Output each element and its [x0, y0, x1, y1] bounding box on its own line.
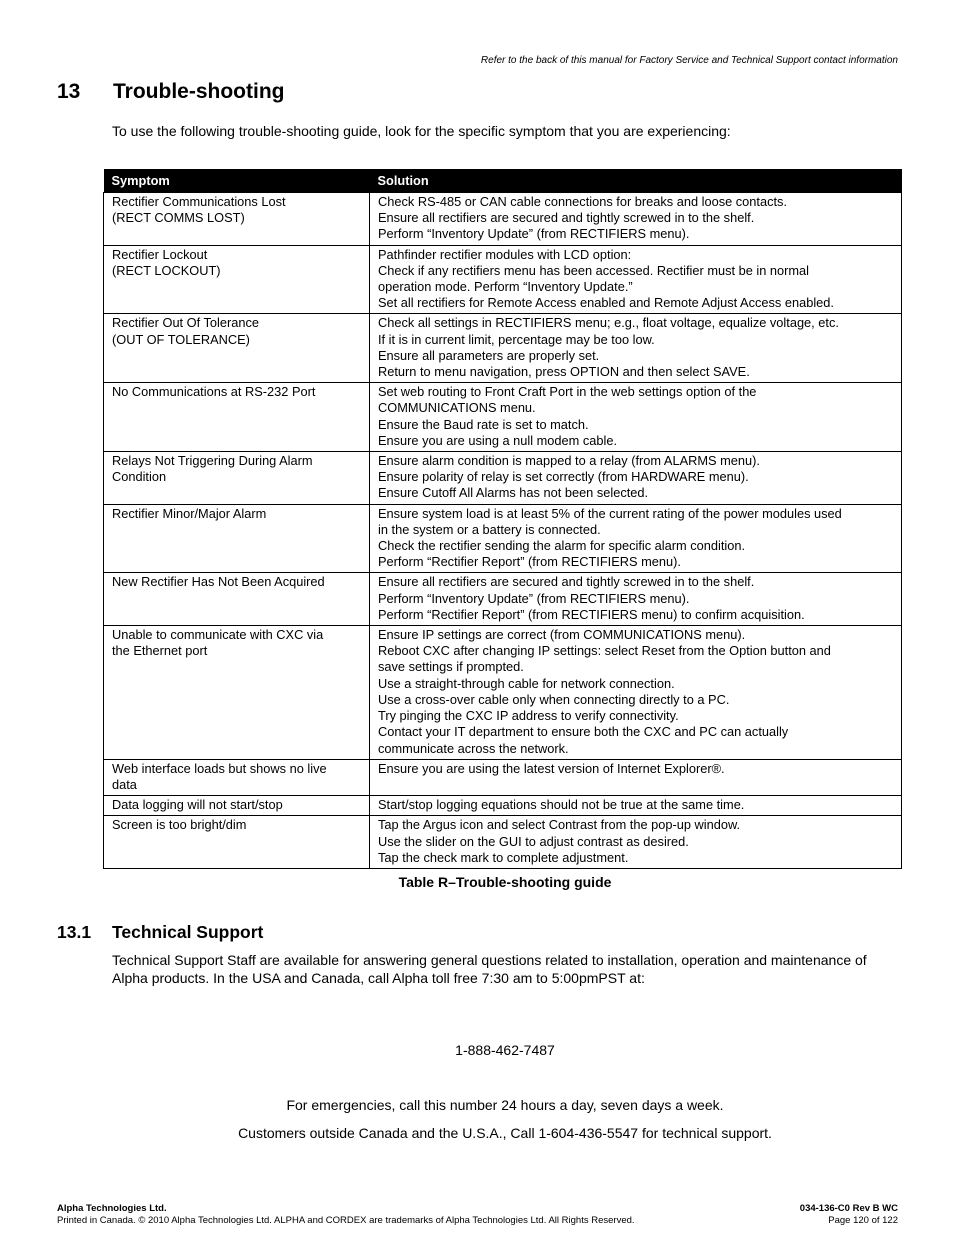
symptom-cell [104, 504, 370, 573]
section-number: 13 [57, 80, 81, 103]
solution-cell [370, 314, 902, 383]
footer-page-number: Page 120 of 122 [828, 1215, 898, 1226]
solution-line: Ensure system load is at least 5% of the current rating of the power modules used [378, 505, 842, 521]
symptom-cell [104, 452, 370, 505]
solution-line: Perform “Rectifier Report” (from RECTIFIERS menu) to confirm acquisition. [378, 606, 805, 622]
symptom-line: Web interface loads but shows no live [112, 760, 327, 776]
symptom-line: Screen is too bright/dim [112, 817, 247, 833]
solution-line: Check all settings in RECTIFIERS menu; e.g., float voltage, equalize voltage, etc. [378, 315, 839, 331]
subsection-heading [57, 922, 263, 943]
solution-cell [370, 626, 902, 760]
solution-line: COMMUNICATIONS menu. [378, 400, 536, 416]
symptom-line: (RECT COMMS LOST) [112, 210, 245, 226]
solution-line: Try pinging the CXC IP address to verify connectivity. [378, 708, 679, 724]
solution-cell [370, 245, 902, 314]
table-row [104, 796, 902, 816]
troubleshooting-table [103, 169, 902, 869]
symptom-cell [104, 314, 370, 383]
solution-cell [370, 504, 902, 573]
solution-line: Check the rectifier sending the alarm for specific alarm condition. [378, 538, 746, 554]
solution-line: Use the slider on the GUI to adjust contrast as desired. [378, 833, 689, 849]
column-header-solution: Solution [370, 169, 902, 193]
solution-line: Ensure you are using the latest version of Internet Explorer®. [378, 760, 725, 776]
solution-line: operation mode. Perform “Inventory Update.” [378, 279, 633, 295]
section-title: Trouble-shooting [113, 80, 285, 103]
table-row [104, 193, 902, 246]
solution-line: Ensure all rectifiers are secured and tightly screwed in to the shelf. [378, 210, 755, 226]
solution-line: Check RS-485 or CAN cable connections for breaks and loose contacts. [378, 194, 788, 209]
symptom-line: data [112, 776, 137, 792]
symptom-line: Rectifier Lockout [112, 246, 208, 262]
solution-line: Ensure the Baud rate is set to match. [378, 416, 589, 432]
solution-line: save settings if prompted. [378, 659, 524, 675]
solution-line: Ensure polarity of relay is set correctly (from HARDWARE menu). [378, 469, 749, 485]
section-heading [57, 80, 284, 104]
table-row [104, 314, 902, 383]
subsection-title: Technical Support [112, 922, 264, 942]
solution-line: Contact your IT department to ensure both the CXC and PC can actually [378, 724, 789, 740]
symptom-line: the Ethernet port [112, 643, 208, 659]
solution-line: Set web routing to Front Craft Port in the web settings option of the [378, 384, 757, 400]
table-row [104, 626, 902, 760]
symptom-line: (OUT OF TOLERANCE) [112, 331, 250, 347]
subsection-number: 13.1 [57, 922, 92, 942]
symptom-line: (RECT LOCKOUT) [112, 262, 221, 278]
symptom-line: Condition [112, 469, 167, 485]
footer-copyright: Printed in Canada. © 2010 Alpha Technologies Ltd. ALPHA and CORDEX are trademarks of Alpha Technologies Ltd. All Rights Reserved. [57, 1215, 635, 1226]
solution-line: Ensure Cutoff All Alarms has not been selected. [378, 485, 649, 501]
table-body [104, 193, 902, 869]
header-note: Refer to the back of this manual for Factory Service and Technical Support contact information [480, 55, 898, 66]
solution-line: Set all rectifiers for Remote Access enabled and Remote Adjust Access enabled. [378, 295, 834, 311]
solution-line: Perform “Inventory Update” (from RECTIFIERS menu). [378, 226, 690, 242]
solution-line: Ensure alarm condition is mapped to a relay (from ALARMS menu). [378, 453, 760, 469]
solution-cell [370, 573, 902, 626]
symptom-cell [104, 796, 370, 816]
symptom-cell [104, 626, 370, 760]
solution-line: Perform “Inventory Update” (from RECTIFIERS menu). [378, 590, 690, 606]
solution-cell [370, 796, 902, 816]
solution-line: communicate across the network. [378, 740, 569, 756]
emergency-note: For emergencies, call this number 24 hours a day, seven days a week. [286, 1097, 724, 1113]
international-note: Customers outside Canada and the U.S.A., Call 1-604-436-5547 for technical support. [238, 1125, 772, 1141]
symptom-line: Unable to communicate with CXC via [112, 627, 324, 643]
support-phone: 1-888-462-7487 [455, 1042, 555, 1058]
solution-cell [370, 452, 902, 505]
table-row [104, 245, 902, 314]
solution-line: Tap the check mark to complete adjustment. [378, 849, 629, 865]
solution-line: If it is in current limit, percentage may be too low. [378, 331, 655, 347]
solution-line: Return to menu navigation, press OPTION and then select SAVE. [378, 364, 750, 380]
symptom-cell [104, 193, 370, 246]
symptom-cell [104, 245, 370, 314]
symptom-line: No Communications at RS-232 Port [112, 384, 316, 400]
symptom-line: Rectifier Communications Lost [112, 194, 286, 209]
table-caption: Table R–Trouble-shooting guide [398, 874, 612, 890]
intro-text: To use the following trouble-shooting guide, look for the specific symptom that you are experiencing: [112, 123, 731, 139]
table-row [104, 573, 902, 626]
solution-line: Ensure all rectifiers are secured and tightly screwed in to the shelf. [378, 574, 755, 590]
symptom-cell [104, 759, 370, 795]
symptom-line: Rectifier Minor/Major Alarm [112, 505, 267, 521]
table-row [104, 816, 902, 869]
solution-line: Ensure IP settings are correct (from COMMUNICATIONS menu). [378, 627, 746, 643]
solution-line: Pathfinder rectifier modules with LCD option: [378, 246, 632, 262]
table-row [104, 504, 902, 573]
column-header-symptom: Symptom [104, 169, 370, 193]
symptom-line: New Rectifier Has Not Been Acquired [112, 574, 325, 590]
table-row [104, 452, 902, 505]
support-paragraph: Technical Support Staff are available for answering general questions related to installation, operation and maintenance of Alpha products. In the USA and Canada, call Alpha toll free 7:30 am to 5:00pmPST at: [112, 952, 867, 986]
solution-cell [370, 383, 902, 452]
symptom-cell [104, 816, 370, 869]
solution-line: Start/stop logging equations should not be true at the same time. [378, 797, 745, 813]
table-row [104, 383, 902, 452]
solution-line: Use a straight-through cable for network connection. [378, 675, 675, 691]
solution-line: Ensure all parameters are properly set. [378, 347, 600, 363]
solution-line: Check if any rectifiers menu has been accessed. Rectifier must be in normal [378, 262, 810, 278]
solution-line: Perform “Rectifier Report” (from RECTIFIERS menu). [378, 554, 681, 570]
symptom-cell [104, 573, 370, 626]
table-row [104, 759, 902, 795]
symptom-cell [104, 383, 370, 452]
footer-doc-id: 034-136-C0 Rev B WC [799, 1203, 898, 1214]
solution-line: Use a cross-over cable only when connecting directly to a PC. [378, 691, 730, 707]
solution-cell [370, 193, 902, 246]
solution-line: Tap the Argus icon and select Contrast from the pop-up window. [378, 817, 741, 833]
solution-line: Ensure you are using a null modem cable. [378, 432, 618, 448]
solution-line: Reboot CXC after changing IP settings: select Reset from the Option button and [378, 643, 831, 659]
solution-cell [370, 759, 902, 795]
symptom-line: Rectifier Out Of Tolerance [112, 315, 259, 331]
solution-cell [370, 816, 902, 869]
symptom-line: Data logging will not start/stop [112, 797, 283, 813]
footer-company: Alpha Technologies Ltd. [57, 1203, 167, 1214]
table-header-row [104, 169, 902, 193]
solution-line: in the system or a battery is connected. [378, 521, 601, 537]
symptom-line: Relays Not Triggering During Alarm [112, 453, 313, 469]
